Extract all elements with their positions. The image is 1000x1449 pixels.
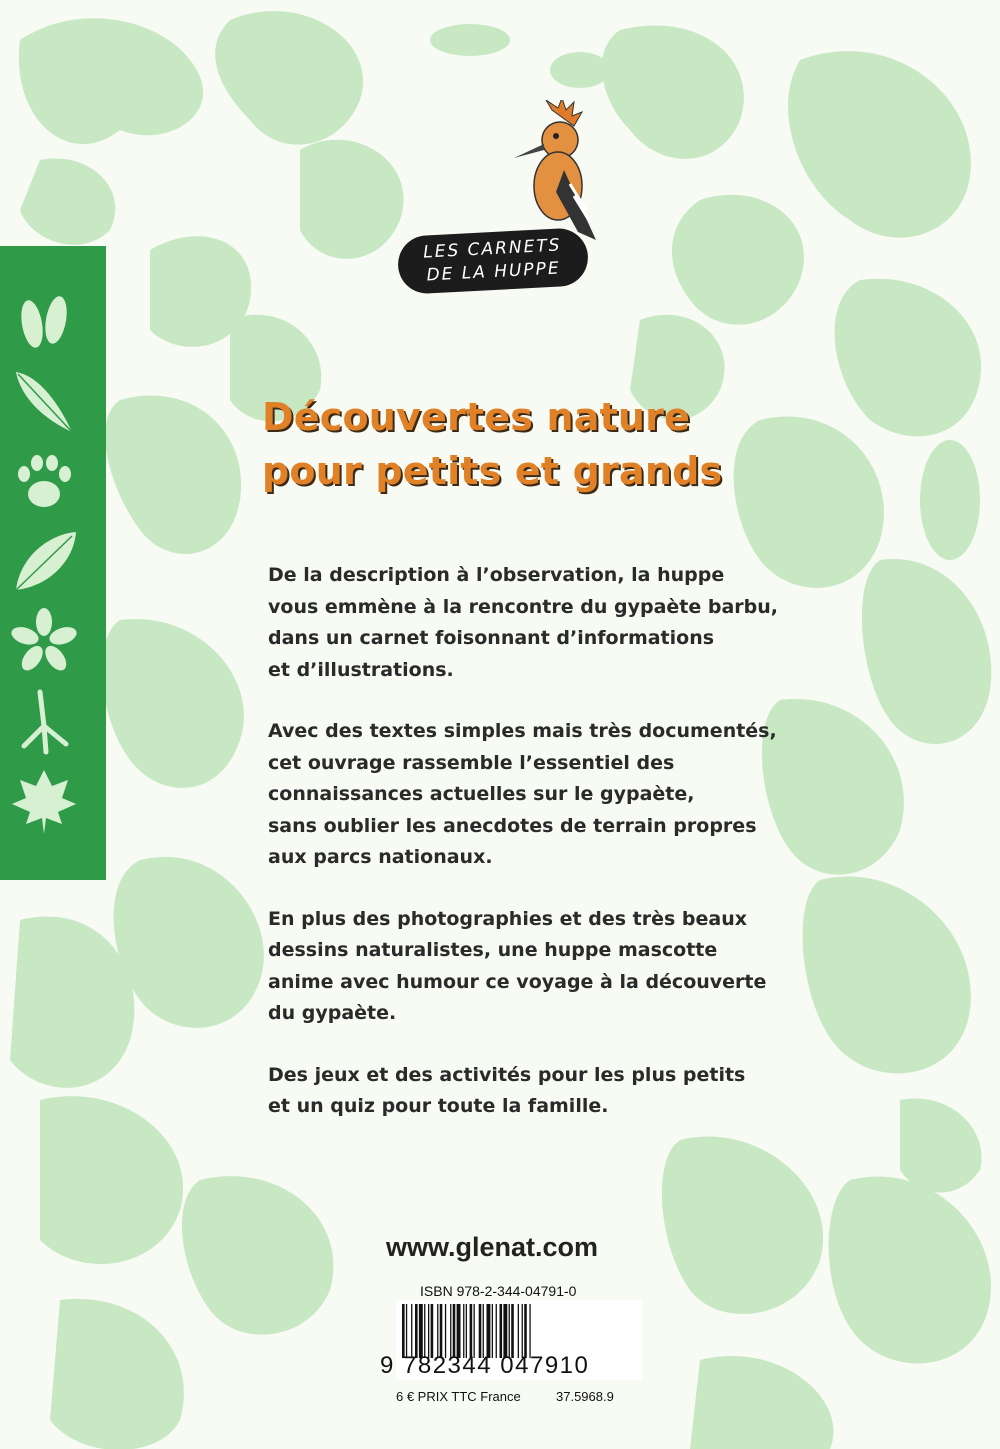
logo-line-2: DE LA HUPPE — [426, 258, 562, 286]
series-logo — [398, 100, 598, 300]
text-line: et d’illustrations. — [268, 658, 454, 681]
text-line: connaissances actuelles sur le gypaète, — [268, 783, 695, 805]
barcode-bar — [474, 1304, 475, 1358]
text-line: Avec des textes simples mais très documentés, — [268, 720, 777, 742]
barcode-bar — [479, 1304, 482, 1358]
footprint-icon — [10, 286, 78, 356]
headline-line-1: Découvertes nature — [262, 395, 691, 439]
paragraph-4 — [268, 1060, 788, 1123]
barcode-bar — [450, 1304, 451, 1358]
reference-number: 37.5968.9 — [556, 1389, 614, 1404]
barcode-bar — [483, 1304, 484, 1358]
barcode-bar — [492, 1304, 493, 1358]
barcode-bar — [487, 1304, 491, 1358]
text-line: sans oublier les anecdotes de terrain propres — [268, 814, 757, 837]
barcode-bar — [529, 1304, 530, 1358]
flower-icon — [10, 606, 78, 676]
barcode-bar — [518, 1304, 519, 1358]
logo-label — [397, 227, 590, 295]
barcode-bar — [431, 1304, 434, 1358]
text-line: En plus des photographies et des très beaux — [268, 907, 747, 930]
barcode-bar — [500, 1304, 503, 1358]
hoopoe-bird-icon — [512, 100, 602, 250]
text-line: dessins naturalistes, une huppe mascotte — [268, 939, 718, 961]
barcode-bar — [440, 1304, 443, 1358]
barcode-bar — [466, 1304, 467, 1358]
leaf-icon — [10, 526, 78, 596]
bird-track-icon — [10, 686, 78, 756]
barcode-digits: 9 782344 047910 — [380, 1352, 590, 1379]
barcode-bar — [453, 1304, 456, 1358]
side-icon-band — [0, 246, 106, 880]
paragraph-3 — [268, 904, 788, 1030]
text-line: Des jeux et des activités pour les plus petits — [268, 1063, 746, 1086]
logo-line-1: LES CARNETS — [422, 235, 562, 263]
barcode-bar — [411, 1304, 412, 1358]
text-line: cet ouvrage rassemble l’essentiel des — [268, 751, 675, 774]
text-line: et un quiz pour toute la famille. — [268, 1095, 609, 1117]
barcode-bar — [470, 1304, 473, 1358]
barcode-bars — [400, 1304, 638, 1358]
barcode-bar — [509, 1304, 510, 1358]
paragraph-2 — [268, 716, 788, 874]
barcode-bar — [406, 1304, 407, 1358]
paw-print-icon — [10, 446, 78, 516]
barcode-bar — [437, 1304, 438, 1358]
price-label: 6 € PRIX TTC France — [396, 1389, 521, 1404]
barcode-bar — [419, 1304, 423, 1358]
text-line: aux parcs nationaux. — [268, 846, 493, 868]
text-line: vous emmène à la rencontre du gypaète barbu, — [268, 595, 779, 618]
headline — [262, 390, 822, 498]
barcode-bar — [522, 1304, 523, 1358]
barcode-bar — [424, 1304, 425, 1358]
maple-leaf-icon — [10, 766, 78, 836]
website-link[interactable]: www.glenat.com — [386, 1232, 599, 1262]
barcode-bar — [415, 1304, 418, 1358]
barcode-bar — [511, 1304, 514, 1358]
text-line: du gypaète. — [268, 1002, 397, 1024]
paragraph-1 — [268, 560, 788, 686]
text-line: De la description à l’observation, la huppe — [268, 564, 725, 586]
barcode-bar — [496, 1304, 497, 1358]
text-line: dans un carnet foisonnant d’informations — [268, 627, 715, 649]
isbn-label: ISBN 978-2-344-04791-0 — [420, 1283, 577, 1299]
barcode-bar — [524, 1304, 527, 1358]
headline-line-2: pour petits et grands — [262, 449, 723, 493]
barcode-bar — [463, 1304, 464, 1358]
barcode-bar — [457, 1304, 461, 1358]
feather-icon — [10, 366, 78, 436]
barcode-bar — [428, 1304, 429, 1358]
body-text — [268, 560, 788, 1153]
barcode-bar — [402, 1304, 405, 1358]
barcode-bar — [503, 1304, 507, 1358]
text-line: anime avec humour ce voyage à la découverte — [268, 970, 767, 993]
barcode-bar — [445, 1304, 446, 1358]
